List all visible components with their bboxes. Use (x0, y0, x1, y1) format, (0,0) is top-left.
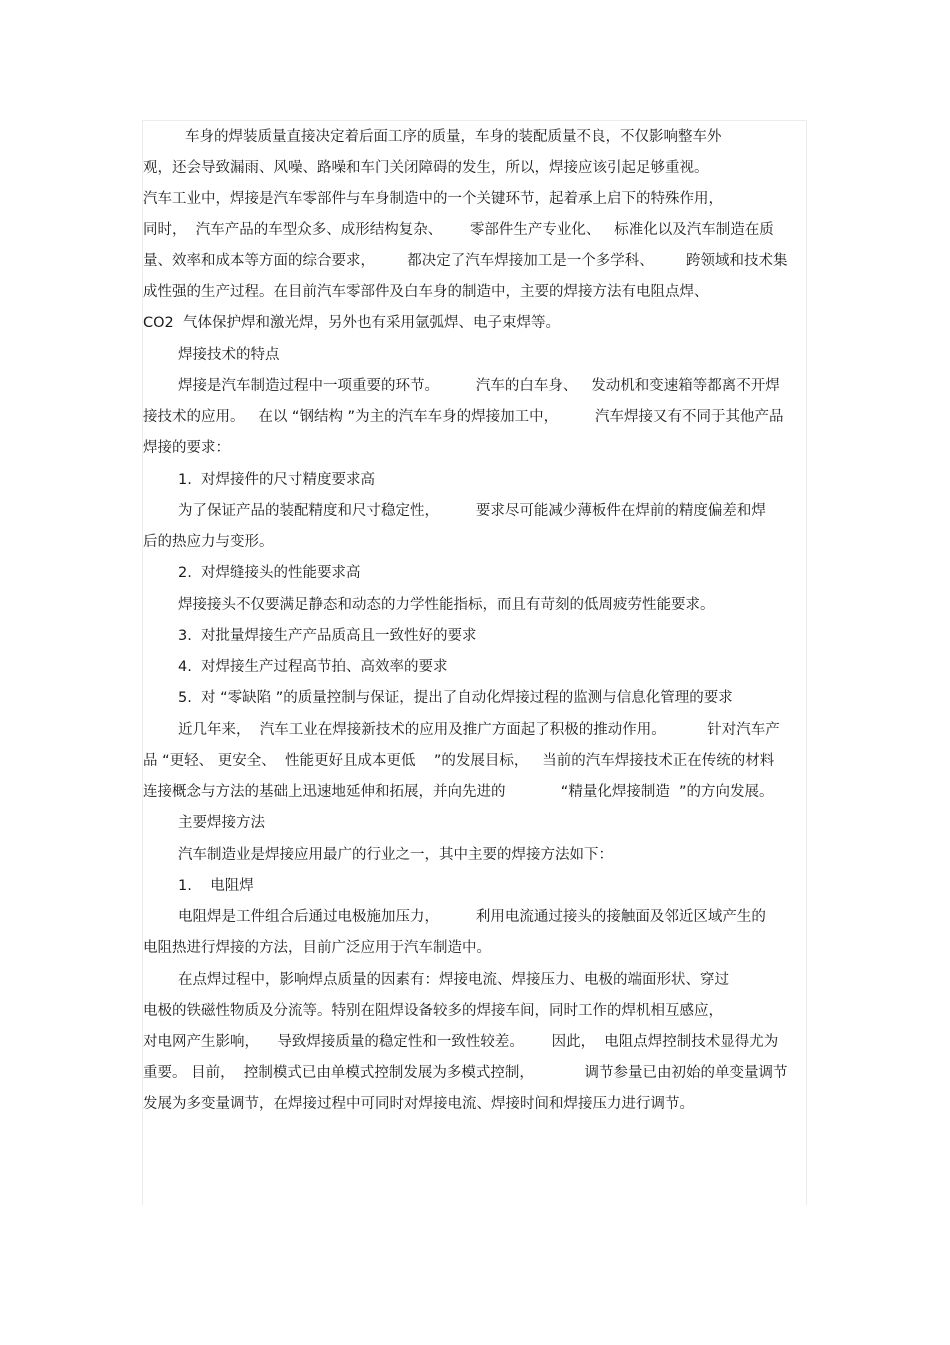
text-line: 量、效率和成本等方面的综合要求， 都决定了汽车焊接加工是一个多学科、 跨领域和技术集 (143, 253, 788, 269)
text-line: 3. 对批量焊接生产产品质高且一致性好的要求 (178, 628, 477, 644)
text-line: CO2 气体保护焊和激光焊，另外也有采用氩弧焊、电子束焊等。 (143, 315, 560, 331)
text-line: 1. 对焊接件的尺寸精度要求高 (178, 472, 376, 488)
text-line: 电极的铁磁性物质及分流等。特别在阻焊设备较多的焊接车间，同时工作的焊机相互感应， (143, 1003, 723, 1019)
text-line: 同时， 汽车产品的车型众多、成形结构复杂、 零部件生产专业化、 标准化以及汽车制造在质 (143, 222, 774, 238)
text-line: 近几年来， 汽车工业在焊接新技术的应用及推广方面起了积极的推动作用。 针对汽车产 (178, 722, 780, 738)
text-line: 观，还会导致漏雨、风噪、路噪和车门关闭障碍的发生，所以，焊接应该引起足够重视。 (143, 160, 709, 176)
text-line: 对电网产生影响， 导致焊接质量的稳定性和一致性较差。 因此， 电阻点焊控制技术显得尤为 (143, 1034, 779, 1050)
text-line: 为了保证产品的装配精度和尺寸稳定性， 要求尽可能减少薄板件在焊前的精度偏差和焊 (178, 503, 766, 519)
text-line: 焊接技术的特点 (178, 347, 280, 363)
text-line: 4. 对焊接生产过程高节拍、高效率的要求 (178, 659, 448, 675)
text-line: 焊接的要求： (143, 440, 230, 456)
text-line: 在点焊过程中，影响焊点质量的因素有：焊接电流、焊接压力、电极的端面形状、穿过 (178, 972, 729, 988)
text-line: 成性强的生产过程。在目前汽车零部件及白车身的制造中，主要的焊接方法有电阻点焊、 (143, 284, 709, 300)
text-line: 2. 对焊缝接头的性能要求高 (178, 565, 361, 581)
text-line: 主要焊接方法 (178, 815, 265, 831)
text-line: 汽车制造业是焊接应用最广的行业之一，其中主要的焊接方法如下： (178, 847, 613, 863)
text-line: 电阻热进行焊接的方法，目前广泛应用于汽车制造中。 (143, 940, 491, 956)
text-line: 1. 电阻焊 (178, 878, 254, 894)
text-line: 连接概念与方法的基础上迅速地延伸和拓展，并向先进的 “精量化焊接制造 ”的方向发展。 (143, 784, 774, 800)
text-line: 焊接接头不仅要满足静态和动态的力学性能指标，而且有苛刻的低周疲劳性能要求。 (178, 597, 715, 613)
text-line: 发展为多变量调节，在焊接过程中可同时对焊接电流、焊接时间和焊接压力进行调节。 (143, 1096, 694, 1112)
text-line: 品 “更轻、 更安全、 性能更好且成本更低 ”的发展目标， 当前的汽车焊接技术正在传统的材料 (143, 753, 775, 769)
text-line: 重要。 目前， 控制模式已由单模式控制发展为多模式控制， 调节参量已由初始的单变量调节 (143, 1065, 788, 1081)
text-line: 电阻焊是工件组合后通过电极施加压力， 利用电流通过接头的接触面及邻近区域产生的 (178, 909, 766, 925)
text-line: 后的热应力与变形。 (143, 534, 274, 550)
text-line: 接技术的应用。 在以 “钢结构 ”为主的汽车车身的焊接加工中， 汽车焊接又有不同于其他产品 (143, 409, 784, 425)
text-line: 车身的焊装质量直接决定着后面工序的质量，车身的装配质量不良，不仅影响整车外 (185, 129, 722, 145)
text-line: 焊接是汽车制造过程中一项重要的环节。 汽车的白车身、 发动机和变速箱等都离不开焊 (178, 378, 780, 394)
text-line: 5. 对 “零缺陷 ”的质量控制与保证，提出了自动化焊接过程的监测与信息化管理的要求 (178, 690, 733, 706)
text-line: 汽车工业中，焊接是汽车零部件与车身制造中的一个关键环节，起着承上启下的特殊作用， (143, 191, 723, 207)
